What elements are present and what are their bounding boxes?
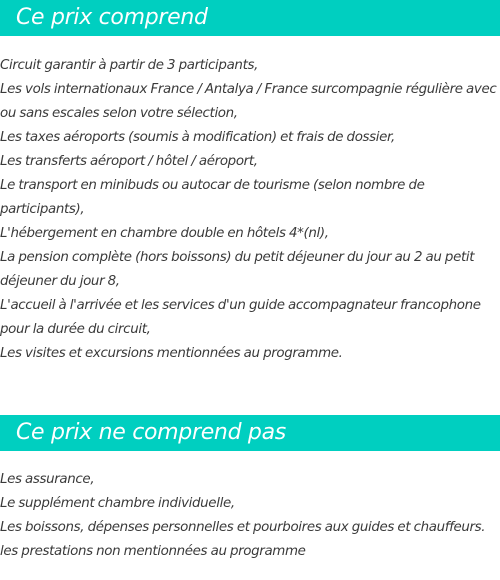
excludes-header [0,415,500,451]
list-item: L'hébergement en chambre double en hôtels 4*(nl), [0,226,329,241]
list-item: Circuit garantir à partir de 3 participants, [0,58,259,73]
list-item: Les taxes aéroports (soumis à modification) et frais de dossier, [0,130,395,145]
list-item: Les transferts aéroport / hôtel / aéroport, [0,154,258,169]
list-item: Les visites et excursions mentionnées au programme. [0,346,343,361]
list-item: Les assurance, [0,472,95,487]
list-item: Les boissons, dépenses personnelles et pourboires aux guides et chauffeurs. [0,520,486,535]
includes-header [0,0,500,36]
excludes-title: Ce prix ne comprend pas [16,420,286,445]
list-item: Le supplément chambre individuelle, [0,496,235,511]
excludes-list [0,468,500,564]
includes-title: Ce prix comprend [16,5,208,30]
list-item: L'accueil à l'arrivée et les services d'un guide accompagnateur francophone pour la durée du circuit, [0,298,481,337]
list-item: les prestations non mentionnées au programme [0,544,306,559]
list-item: Les vols internationaux France / Antalya / France surcompagnie régulière avec ou sans escales selon votre sélection, [0,82,497,121]
list-item: La pension complète (hors boissons) du petit déjeuner du jour au 2 au petit déjeuner du jour 8, [0,250,475,289]
includes-list [0,54,500,366]
list-item: Le transport en minibuds ou autocar de tourisme (selon nombre de participants), [0,178,425,217]
